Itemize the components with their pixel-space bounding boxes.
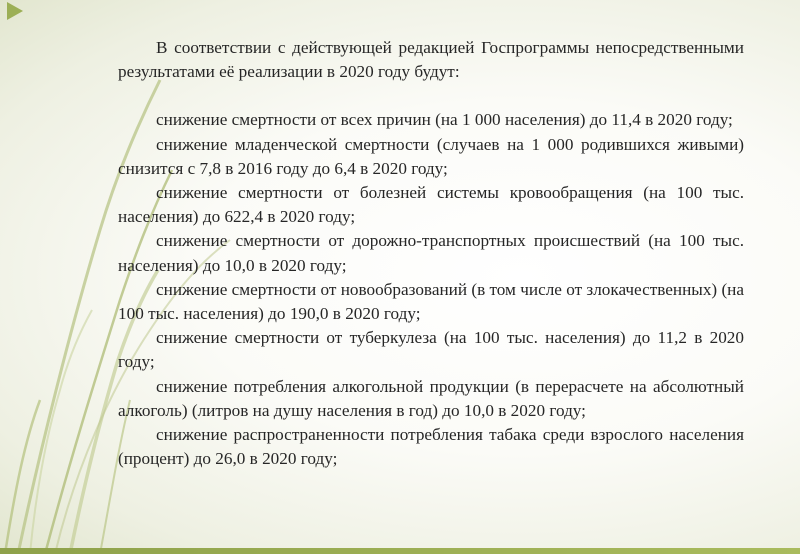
list-item: снижение смертности от дорожно-транспортных происшествий (на 100 тыс. населения) до 10,0 в 2020 году; bbox=[118, 231, 744, 275]
list-item: снижение смертности от туберкулеза (на 100 тыс. населения) до 11,2 в 2020 году; bbox=[118, 328, 744, 372]
list-item: снижение смертности от болезней системы кровообращения (на 100 тыс. населения) до 622,4 в 2020 году; bbox=[118, 183, 744, 227]
list-item: снижение смертности от всех причин (на 1 000 населения) до 11,4 в 2020 году; bbox=[156, 110, 733, 130]
intro-paragraph: В соответствии с действующей редакцией Госпрограммы непосредственными результатами её реализации в 2020 году будут: bbox=[118, 38, 744, 82]
list-item: снижение смертности от новообразований (в том числе от злокачественных) (на 100 тыс. населения) до 190,0 в 2020 году; bbox=[118, 279, 744, 324]
document-body bbox=[118, 36, 744, 471]
list-item: снижение распространенности потребления табака среди взрослого населения (процент) до 26,0 в 2020 году; bbox=[118, 425, 744, 469]
grass-blade bbox=[30, 310, 92, 554]
triangle-flag-icon bbox=[7, 2, 23, 20]
bottom-accent-band bbox=[0, 548, 800, 554]
list-item: снижение младенческой смертности (случаев на 1 000 родившихся живыми) снизится с 7,8 в 2016 году до 6,4 в 2020 году; bbox=[118, 134, 744, 178]
list-item: снижение потребления алкогольной продукции (в перерасчете на абсолютный алкоголь) (литров на душу населения в год) до 10,0 в 2020 году; bbox=[118, 376, 744, 420]
